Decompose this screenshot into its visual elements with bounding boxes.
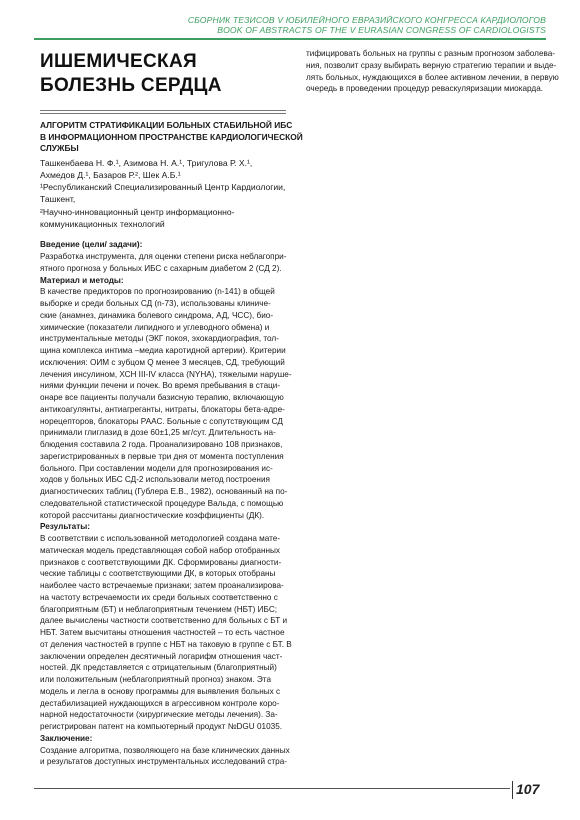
section-title-line: ИШЕМИЧЕСКАЯ [40,51,197,72]
methods-paragraph [40,286,292,521]
text-line: или положительным (неблагоприятный прогноз) знаком. Эта [40,675,271,685]
text-line: благоприятным (БТ) и неблагоприятным течением (НБТ) ИБС; [40,604,278,614]
text-line: В соответствии с использованной методологией создана мате- [40,534,281,544]
text-line: химические (показатели липидного и углеводного обмена) и [40,322,270,332]
authors-line: Ахмедов Д.¹, Базаров Р.², Шек А.Б.¹ [40,169,181,180]
article-title-line: В ИНФОРМАЦИОННОМ ПРОСТРАНСТВЕ КАРДИОЛОГИЧЕСКОЙ [40,131,303,142]
text-line: лять больных, нуждающихся в более активном лечении, в первую [306,72,559,82]
footer-rule [34,788,510,789]
text-line: которой рассчитаны диагностические коэффициенты (ДК). [40,510,265,520]
text-line: дестабилизацией нуждающихся в агрессивном контроле коро- [40,698,280,708]
text-line: матическая модель представляющая собой набор отобранных [40,545,280,555]
text-line: тифицировать больных на группы с разным прогнозом заболева- [306,49,556,58]
text-line: больного. При составлении модели для прогнозирования ис- [40,463,273,473]
text-line: Создание алгоритма, позволяющего на базе клинических данных [40,745,290,755]
header-rule [34,38,546,40]
text-line: норецепторов, блокаторы РААС. Больные с сопутствующим СД [40,416,283,426]
text-line: далее вычислены частности соответственно для больных с БТ и [40,616,288,626]
text-line: блюдения составила 2 года. Проанализировано 108 признаков, [40,440,283,450]
intro-heading: Введение (цели/ задачи): [40,240,143,250]
section-title [40,50,290,98]
text-line: принимали глиглазид в дозе 60±1,25 мг/сут. Длительность на- [40,428,276,438]
running-head-english: BOOK OF ABSTRACTS OF THE V EURASIAN CONGRESS OF CARDIOLOGISTS [217,25,546,35]
results-heading: Результаты: [40,522,90,532]
results-paragraph [40,533,292,733]
methods-heading: Материал и методы: [40,275,124,285]
abstract-right-column [306,48,559,95]
affiliation-line: коммуникационных технологий [40,218,165,229]
page-number: 107 [516,781,540,797]
affiliation-line: ¹Республиканский Специализированный Центр Кардиологии, [40,182,286,193]
intro-paragraph [40,251,292,275]
text-line: очередь в проведении процедур реваскуляризации миокарда. [306,84,544,94]
text-line: инструментальные методы (ЭКГ покоя, эхокардиография, тол- [40,334,279,344]
text-line: модель и легла в основу программы для выявления больных с [40,686,281,696]
text-line: ские (анамнез, динамика болевого синдрома, АД, ЧСС), био- [40,310,274,320]
text-line: от деления частностей в группе с НБТ на таковую в группе с БТ. В [40,639,292,649]
section-title-line: БОЛЕЗНЬ СЕРДЦА [40,75,222,96]
text-line: ния, позволит сразу выбирать верную стратегию терапии и выде- [306,60,557,70]
abstract-left-column [40,120,303,768]
text-line: ниями функции печени и почек. Во время пребывания в стаци- [40,381,281,391]
text-line: ностей. ДК представляется с отрицательным (благоприятный) [40,663,277,673]
text-line: щина комплекса интима –медиа каротидной артерии). Критерии [40,346,286,356]
authors [40,157,292,182]
text-line: ходов у больных ИБС СД-2 использовали метод построения [40,475,270,485]
text-line: следовательной статистической процедуре Вальда, с помощью [40,498,284,508]
affiliations [40,181,292,230]
text-line: диагностических таблиц (Гублера Е.В., 1982), основанный на по- [40,487,288,497]
text-line: признаков с соответствующими ДК. Сформированы диагности- [40,557,282,567]
page-number-box [512,781,553,799]
text-line: и результатов доступных инструментальных исследований стра- [40,757,287,767]
text-line: антикоагулянты, антиагреганты, нитраты, блокаторы бета-адре- [40,404,285,414]
article-title-line: АЛГОРИТМ СТРАТИФИКАЦИИ БОЛЬНЫХ СТАБИЛЬНОЙ ИБС [40,120,293,130]
authors-line: Ташкенбаева Н. Ф.¹, Азимова Н. А.¹, Тригулова Р. Х.¹, [40,157,253,168]
text-line: онаре все пациенты получали базисную терапию, включающую [40,393,284,403]
text-line: ческие таблицы с соответствующими ДК, в которых отобраны [40,569,276,579]
text-line: исключения: ОИМ с зубцом Q менее 3 месяцев, СД, требующий [40,357,285,367]
text-line: Разработка инструмента, для оценки степени риска неблагопри- [40,252,287,262]
text-line: В качестве предикторов по прогнозированию (n-141) в общей [40,287,275,297]
title-divider [40,110,286,111]
running-head-russian: СБОРНИК ТЕЗИСОВ V ЮБИЛЕЙНОГО ЕВРАЗИЙСКОГО КОНГРЕССА КАРДИОЛОГОВ [187,15,546,25]
text-line: лечения инсулином, ХСН III-IV класса (NYHA), тяжелыми наруше- [40,369,292,379]
article-title-line: СЛУЖБЫ [40,143,79,153]
article-title [40,120,303,155]
text-line: на частоту встречаемости их среди больных соответственно с [40,592,278,602]
text-line: выборке и среди больных СД (n-73), использованы клиниче- [40,299,271,309]
text-line: нарной недостаточности (хирургические методы лечения). За- [40,710,278,720]
conclusion-paragraph [40,745,292,769]
text-line: наиболее часто встречаемые признаки; затем проанализирова- [40,581,284,591]
text-line: зарегистрированных в первые три дня от момента поступления [40,451,284,461]
text-line: ятного прогноза у больных ИБС с сахарным диабетом 2 (СД 2). [40,263,282,273]
text-line: регистрирован патент на компьютерный продукт №DGU 01035. [40,722,283,732]
affiliation-line: ²Научно-инновационный центр информационно- [40,206,235,217]
conclusion-heading: Заключение: [40,733,93,743]
text-line: заключении определен десятичный логарифм отношения част- [40,651,283,661]
title-divider [40,113,286,114]
affiliation-line: Ташкент, [40,194,76,205]
text-line: НБТ. Затем высчитаны отношения частностей – то есть частное [40,628,285,638]
